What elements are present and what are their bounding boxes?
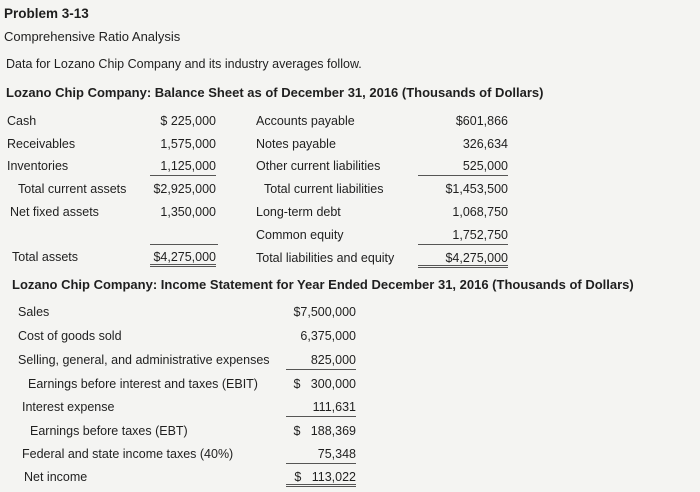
liability-value: 326,634 (462, 137, 508, 151)
income-label: Earnings before taxes (EBT) (30, 424, 188, 438)
liability-label: Accounts payable (256, 114, 355, 128)
asset-label: Receivables (7, 137, 76, 151)
income-value: 75,348 (286, 447, 356, 464)
income-statement-title: Lozano Chip Company: Income Statement for Year Ended December 31, 2016 (Thousands of Dollars) (12, 277, 634, 292)
liability-value: $1,453,500 (445, 182, 508, 196)
liability-label: Total liabilities and equity (256, 251, 395, 265)
liability-label: Long-term debt (256, 205, 341, 219)
asset-label: Cash (7, 114, 37, 128)
asset-label: Total assets (12, 250, 79, 264)
asset-value: $ 225,000 (160, 114, 216, 128)
income-value: 111,631 (286, 400, 356, 417)
liability-value: $4,275,000 (418, 251, 508, 268)
problem-subtitle: Comprehensive Ratio Analysis (4, 29, 181, 44)
income-label: Selling, general, and administrative expenses (18, 353, 270, 367)
balance-sheet-title: Lozano Chip Company: Balance Sheet as of December 31, 2016 (Thousands of Dollars) (6, 85, 544, 100)
asset-value: $4,275,000 (150, 250, 216, 267)
liability-value: $601,866 (455, 114, 508, 128)
income-value: $ 300,000 (293, 377, 356, 391)
income-label: Cost of goods sold (18, 329, 122, 343)
asset-label: Inventories (7, 159, 69, 173)
asset-label: Total current assets (18, 182, 127, 196)
asset-value: $2,925,000 (153, 182, 216, 196)
asset-value: 1,575,000 (160, 137, 216, 151)
liability-value: 525,000 (418, 159, 508, 176)
asset-value: 1,125,000 (150, 159, 216, 176)
liability-label: Notes payable (256, 137, 336, 151)
asset-label: Net fixed assets (10, 205, 99, 219)
liability-value: 1,068,750 (452, 205, 508, 219)
income-label: Net income (24, 470, 88, 484)
income-label: Federal and state income taxes (40%) (22, 447, 234, 461)
liability-label: Total current liabilities (264, 182, 384, 196)
income-value: 6,375,000 (300, 329, 356, 343)
asset-value: 1,350,000 (160, 205, 216, 219)
income-value: 825,000 (286, 353, 356, 370)
liability-value: 1,752,750 (418, 228, 508, 245)
intro-text: Data for Lozano Chip Company and its industry averages follow. (6, 57, 362, 71)
income-value: $7,500,000 (293, 305, 356, 319)
income-label: Earnings before interest and taxes (EBIT) (28, 377, 258, 391)
income-value: $ 188,369 (293, 424, 356, 438)
liability-label: Other current liabilities (256, 159, 381, 173)
income-label: Sales (18, 305, 50, 319)
income-label: Interest expense (22, 400, 115, 414)
income-value: $ 113,022 (286, 470, 356, 487)
problem-title: Problem 3-13 (4, 6, 89, 21)
liability-label: Common equity (256, 228, 344, 242)
asset-total-rule (150, 244, 218, 245)
